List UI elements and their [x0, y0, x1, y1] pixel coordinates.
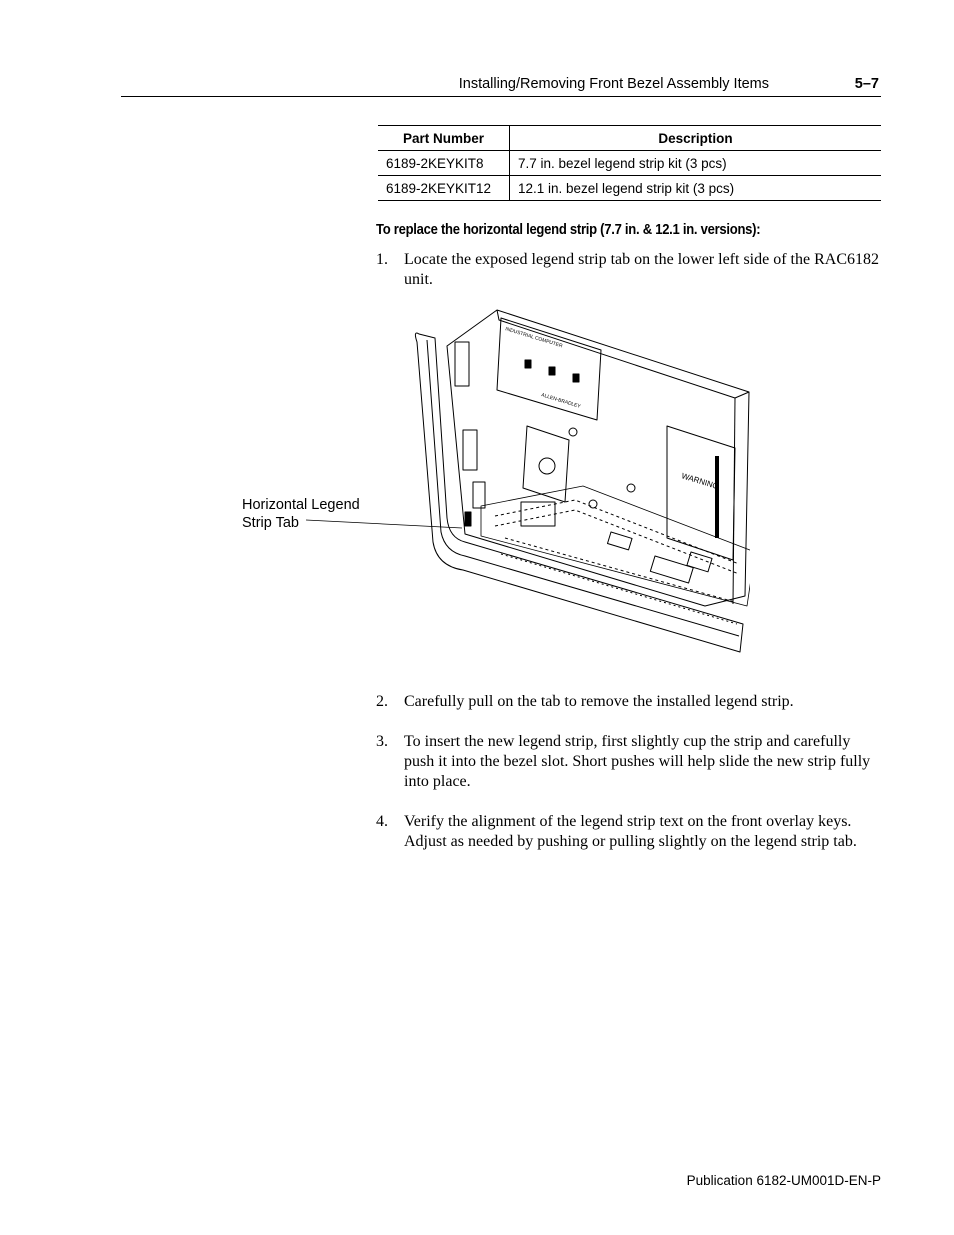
step-number: 1.	[376, 251, 388, 268]
callout-label: Horizontal Legend Strip Tab	[242, 497, 360, 531]
ground-label	[523, 426, 569, 502]
column-header-part-number: Part Number	[378, 126, 510, 151]
step-text: To insert the new legend strip, first slightly cup the strip and carefully push it into the bezel slot. Short pushes will help slide the new strip fully into place.	[404, 733, 871, 790]
mounting-hole	[627, 484, 635, 492]
table-row	[378, 151, 881, 176]
column-header-description: Description	[510, 126, 882, 151]
ground-symbol	[539, 458, 555, 474]
table-header-row	[378, 126, 881, 151]
step-number: 4.	[376, 813, 388, 830]
procedure-heading: To replace the horizontal legend strip (7.7 in. & 12.1 in. versions):	[376, 222, 761, 238]
part-number-cell: 6189-2KEYKIT8	[378, 151, 510, 176]
warning-text: WARNING	[680, 471, 720, 492]
bracket	[455, 342, 469, 386]
label-mark	[525, 360, 531, 368]
vent-row	[495, 510, 739, 574]
rear-housing	[447, 310, 749, 606]
parts-table	[378, 125, 881, 201]
mounting-hole	[569, 428, 577, 436]
step-4	[376, 812, 881, 852]
connector-port	[650, 556, 693, 583]
housing-top-edge	[497, 310, 749, 398]
label-brand-text: ALLEN-BRADLEY	[540, 392, 582, 410]
running-header	[121, 76, 881, 97]
description-cell: 12.1 in. bezel legend strip kit (3 pcs)	[510, 176, 882, 201]
legend-strip-tab	[465, 512, 471, 526]
part-number-cell: 6189-2KEYKIT12	[378, 176, 510, 201]
bracket	[473, 482, 485, 508]
step-2	[376, 692, 881, 712]
page-number: 5–7	[854, 76, 879, 92]
step-text: Locate the exposed legend strip tab on the lower left side of the RAC6182 unit.	[404, 251, 879, 288]
publication-footer: Publication 6182-UM001D-EN-P	[686, 1173, 881, 1188]
label-mark	[573, 374, 579, 382]
step-text: Carefully pull on the tab to remove the installed legend strip.	[404, 693, 794, 710]
step-text: Verify the alignment of the legend strip text on the front overlay keys. Adjust as needed by pushing or pulling slightly on the legend strip tab.	[404, 813, 857, 850]
warning-label	[667, 426, 735, 560]
label-industrial-text: INDUSTRIAL COMPUTER	[504, 326, 564, 350]
table-row	[378, 176, 881, 201]
vent-row	[501, 554, 737, 624]
label-mark	[549, 367, 555, 375]
bracket	[463, 430, 477, 470]
description-cell: 7.7 in. bezel legend strip kit (3 pcs)	[510, 151, 882, 176]
step-1	[376, 250, 881, 290]
bezel-assembly-figure	[405, 306, 750, 658]
step-number: 2.	[376, 693, 388, 710]
mounting-hole	[589, 500, 597, 508]
step-number: 3.	[376, 733, 388, 750]
connector-housing	[521, 502, 555, 526]
step-3	[376, 732, 881, 792]
header-title: Installing/Removing Front Bezel Assembly Items	[458, 76, 769, 92]
connector-port	[607, 532, 632, 550]
